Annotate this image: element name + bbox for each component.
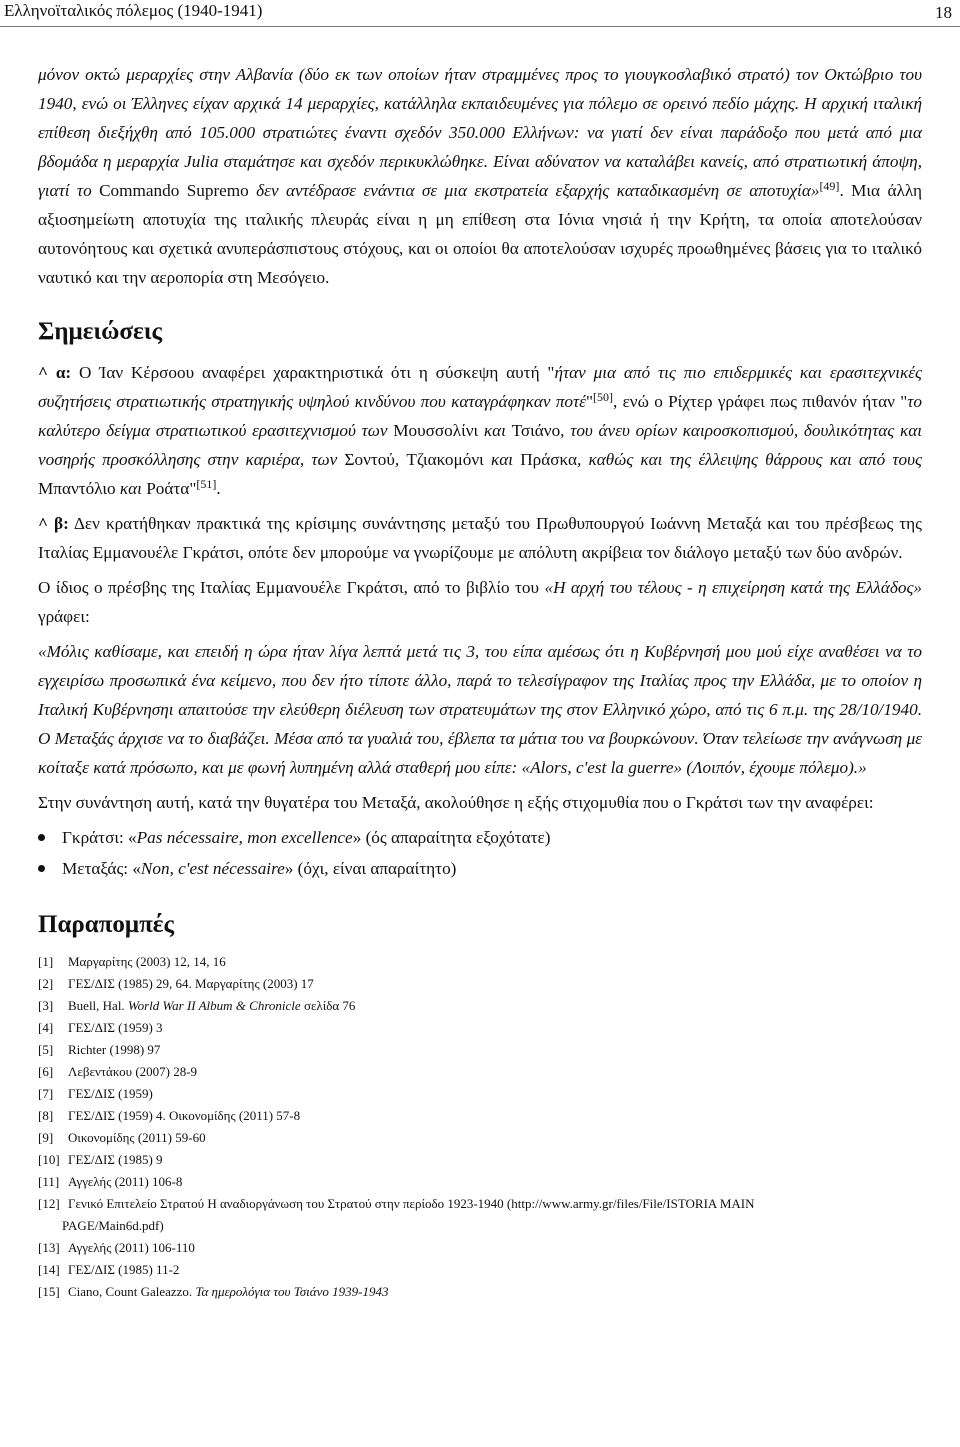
reference-text: Richter (1998) 97 <box>68 1042 161 1057</box>
reference-item <box>38 951 922 973</box>
link-ciano[interactable]: Τσιάνο <box>511 421 561 440</box>
note-text: γράφει: <box>38 607 90 626</box>
speaker-text: Γκράτσι: « <box>62 828 137 847</box>
reference-page: σελίδα 76 <box>300 998 356 1013</box>
dialogue-intro: Στην συνάντηση αυτή, κατά την θυγατέρα του Μεταξά, ακολούθησε η εξής στιχομυθία που ο Γκράτσι των την αναφέρει: <box>38 793 874 812</box>
reference-item <box>38 995 922 1017</box>
reference-number[interactable]: [2] <box>38 976 54 991</box>
reference-item <box>38 1237 922 1259</box>
reference-item <box>38 1061 922 1083</box>
reference-number[interactable]: [1] <box>38 954 54 969</box>
reference-item <box>38 1105 922 1127</box>
note-text: , ενώ ο Ρίχτερ γράφει πως πιθανόν ήταν " <box>612 392 908 411</box>
header-divider <box>0 26 960 27</box>
reference-text: ΓΕΣ/ΔΙΣ (1959) 4. Οικονομίδης (2011) 57-8 <box>68 1108 301 1123</box>
note-text: " <box>585 392 593 411</box>
note-beta-backlink[interactable]: ^ β: <box>38 514 69 533</box>
note-quote: , <box>394 450 407 469</box>
french-quote: Pas nécessaire, mon excellence <box>136 828 353 847</box>
reference-number[interactable]: [4] <box>38 1020 54 1035</box>
note-alpha <box>38 358 922 503</box>
reference-number[interactable]: [6] <box>38 1064 54 1079</box>
dialogue-list <box>38 823 922 883</box>
reference-number[interactable]: [11] <box>38 1174 60 1189</box>
list-item <box>38 854 922 883</box>
reference-text: ΓΕΣ/ΔΙΣ (1959) <box>68 1086 153 1101</box>
references-section <box>38 909 922 1303</box>
reference-item <box>38 1017 922 1039</box>
reference-text: Αγγελής (2011) 106-110 <box>68 1240 195 1255</box>
reference-item <box>38 1039 922 1061</box>
note-beta <box>38 509 922 567</box>
reference-text[interactable]: Γενικό Επιτελείο Στρατού Η αναδιοργάνωση του Στρατού στην περίοδο 1923-1940 (http://www.army.gr/files/File/ISTORIA MAIN <box>68 1196 755 1211</box>
note-quote: και <box>483 450 521 469</box>
reference-item <box>38 1281 922 1303</box>
reference-title: World War II Album & Chronicle <box>127 998 301 1013</box>
reference-text: Αγγελής (2011) 106-8 <box>68 1174 183 1189</box>
page-header <box>0 0 960 28</box>
citation-link-49[interactable]: [49] <box>819 179 840 193</box>
reference-text <box>68 995 922 1017</box>
reference-author: Buell, Hal. <box>68 998 128 1013</box>
reference-number[interactable]: [13] <box>38 1240 60 1255</box>
reference-number[interactable]: [8] <box>38 1108 54 1123</box>
note-text: . <box>216 479 221 498</box>
link-mussolini[interactable]: Μουσσολίνι <box>393 421 479 440</box>
reference-number[interactable]: [5] <box>38 1042 54 1057</box>
reference-text: ΓΕΣ/ΔΙΣ (1985) 29, 64. Μαργαρίτης (2003) 17 <box>68 976 314 991</box>
reference-item <box>38 1193 922 1215</box>
reference-item <box>38 1259 922 1281</box>
reference-number[interactable]: [9] <box>38 1130 54 1145</box>
italic-text: μόνον οκτώ μεραρχίες στην Αλβανία (δύο εκ των οποίων ήταν στραμμένες προς το γιουγκοσλαβικό στρατό) τον Οκτώβριο του 1940, ενώ οι Έλληνες είχαν αρχικά 14 μεραρχίες, κατάλληλα εκπαιδευμένες για πόλεμο σε ορεινό πεδίο μάχης. Η αρχική ιταλική επίθεση διεξήχθη από 105.000 στρατιώτες έναντι σχεδόν 350.000 Ελλήνων: να γιατί δεν είναι παράδοξο που μετά από μια βδομάδα η μεραρχία Julia σταμάτησε και σχεδόν περικυκλώθηκε. Είναι αδύνατον να καταλάβει κανείς, από στρατιωτική άποψη, γιατί το <box>38 65 922 200</box>
bullet-icon <box>38 834 45 841</box>
bullet-icon <box>38 865 45 872</box>
note-quote: , του άνευ ορίων καιροσκοπισμού, δουλικότητας και νοσηρής προσκόλλησης στην καριέρα, των <box>38 421 922 469</box>
article-content <box>38 60 922 1303</box>
translation-text: » (ός απαραίτητα εξοχότατε) <box>352 828 551 847</box>
notes-heading: Σημειώσεις <box>38 318 162 345</box>
reference-author: Ciano, Count Galeazzo. <box>68 1284 196 1299</box>
body-paragraph <box>38 60 922 292</box>
citation-link-51[interactable]: [51] <box>196 477 217 491</box>
note-quote: και <box>478 421 512 440</box>
translation-text: » (όχι, είναι απαραίτητο) <box>284 859 457 878</box>
reference-text: Μαργαρίτης (2003) 12, 14, 16 <box>68 954 226 969</box>
reference-title: Τα ημερολόγια του Τσιάνο 1939-1943 <box>195 1284 389 1299</box>
references-heading: Παραπομπές <box>38 911 175 938</box>
reference-text: Λεβεντάκου (2007) 28-9 <box>68 1064 198 1079</box>
note-quote: ήταν μια από τις πιο επιδερμικές και ερασιτεχνικές συζητήσεις στρατιωτικής στρατηγικής υψηλού κινδύνου που καταγράφηκαν ποτέ <box>38 363 922 411</box>
note-alpha-backlink[interactable]: ^ α: <box>38 363 72 382</box>
reference-text: ΓΕΣ/ΔΙΣ (1959) 3 <box>68 1020 163 1035</box>
link-badoglio[interactable]: Μπαντόλιο <box>38 479 116 498</box>
text-commando-supremo: Commando Supremo <box>99 181 249 200</box>
citation-link-50[interactable]: [50] <box>592 390 613 404</box>
reference-text: Οικονομίδης (2011) 59-60 <box>68 1130 206 1145</box>
reference-number[interactable]: [14] <box>38 1262 60 1277</box>
italic-text: δεν αντέδρασε ενάντια σε μια εκστρατεία εξαρχής καταδικασμένη σε αποτυχία» <box>248 181 820 200</box>
speaker-text: Μεταξάς: « <box>62 859 141 878</box>
reference-text <box>68 1281 922 1303</box>
page-number: 18 <box>935 3 952 22</box>
note-text: Ο ίδιος ο πρέσβης της Ιταλίας Εμμανουέλε Γκράτσι, από το βιβλίο του <box>38 578 545 597</box>
note-quote: και <box>115 479 147 498</box>
note-text: " <box>189 479 197 498</box>
reference-text: ΓΕΣ/ΔΙΣ (1985) 9 <box>68 1152 163 1167</box>
body-text: . Μια άλλη αξιοσημείωτη αποτυχία της ιταλικής πλευράς είναι η μη επίθεση στα Ιόνια νησιά ή την Κρήτη, τα οποία αποτελούσαν αυτονόητους και σχετικά ανυπεράσπιστους στόχους, και οι οποίοι θα αποτελούσαν ισχυρές προωθημένες βάσεις για το ιταλικό ναυτικό και την αεροπορία στη Μεσόγειο. <box>38 181 922 287</box>
list-item <box>38 823 922 852</box>
reference-number[interactable]: [3] <box>38 998 54 1013</box>
references-list <box>38 951 922 1303</box>
reference-number[interactable]: [10] <box>38 1152 60 1167</box>
link-roatta[interactable]: Ροάτα <box>146 479 190 498</box>
french-quote: Non, c'est nécessaire <box>140 859 285 878</box>
reference-item <box>38 1149 922 1171</box>
reference-item <box>38 1127 922 1149</box>
book-title: «Η αρχή του τέλους - η επιχείρηση κατά της Ελλάδος» <box>544 578 923 597</box>
reference-text: ΓΕΣ/ΔΙΣ (1985) 11-2 <box>68 1262 180 1277</box>
reference-continuation[interactable]: PAGE/Main6d.pdf) <box>62 1218 164 1233</box>
reference-number[interactable]: [15] <box>38 1284 60 1299</box>
reference-number[interactable]: [7] <box>38 1086 54 1101</box>
document-title: Ελληνοϊταλικός πόλεμος (1940-1941) <box>4 1 263 20</box>
quote-text: «Μόλις καθίσαμε, και επειδή η ώρα ήταν λίγα λεπτά μετά τις 3, του είπα αμέσως ότι η Κυβέρνησή μου μού είχε αναθέσει να το εγχειρίσω προσωπικά ένα κείμενο, που δεν ήτο τίποτε άλλο, παρά το τελεσίγραφον της Ιταλίας προς την Ελλάδα, με το οποίον η Ιταλική Κυβέρνησηι απαιτούσε την ελεύθερη διέλευση των στρατευμάτων της στον Ελληνικό χώρο, από τις 6 π.μ. της 28/10/1940. Ο Μεταξάς άρχισε να το διαβάζει. Μέσα από τα γυαλιά του, έβλεπα τα μάτια του να βουρκώνουν. Όταν τελείωσε την ανάγνωση με κοίταξε κατά πρόσωπο, και με φωνή λυπημένη αλλά σταθερή μου είπε: «Alors, c'est la guerre» (Λοιπόν, έχουμε πόλεμο).» <box>38 642 922 777</box>
note-text: Δεν κρατήθηκαν πρακτικά της κρίσιμης συνάντησης μεταξύ του Πρωθυπουργού Ιωάννη Μεταξά και του πρέσβεως της Ιταλίας Εμμανουέλε Γκράτσι, οπότε δεν μπορούμε να γνωρίζουμε με απόλυτη ακρίβεια τον διάλογο μεταξύ των δύο ανδρών. <box>38 514 922 562</box>
reference-number[interactable]: [12] <box>38 1196 60 1211</box>
grazzi-intro-paragraph <box>38 573 922 631</box>
note-quote: , καθώς και της έλλειψης θάρρους και από τους <box>576 450 923 469</box>
link-soddu[interactable]: Σοντού <box>344 450 395 469</box>
reference-item <box>38 1083 922 1105</box>
link-jacomoni[interactable]: Τζιακομόνι <box>406 450 484 469</box>
reference-item <box>38 1171 922 1193</box>
link-prasca[interactable]: Πράσκα <box>520 450 577 469</box>
note-text: Ο Ίαν Κέρσοου αναφέρει χαρακτηριστικά ότι η σύσκεψη αυτή " <box>71 363 555 382</box>
reference-item <box>38 973 922 995</box>
note-quote: το καλύτερο δείγμα στρατιωτικού ερασιτεχνισμού των <box>38 392 922 440</box>
grazzi-quote <box>38 637 922 782</box>
